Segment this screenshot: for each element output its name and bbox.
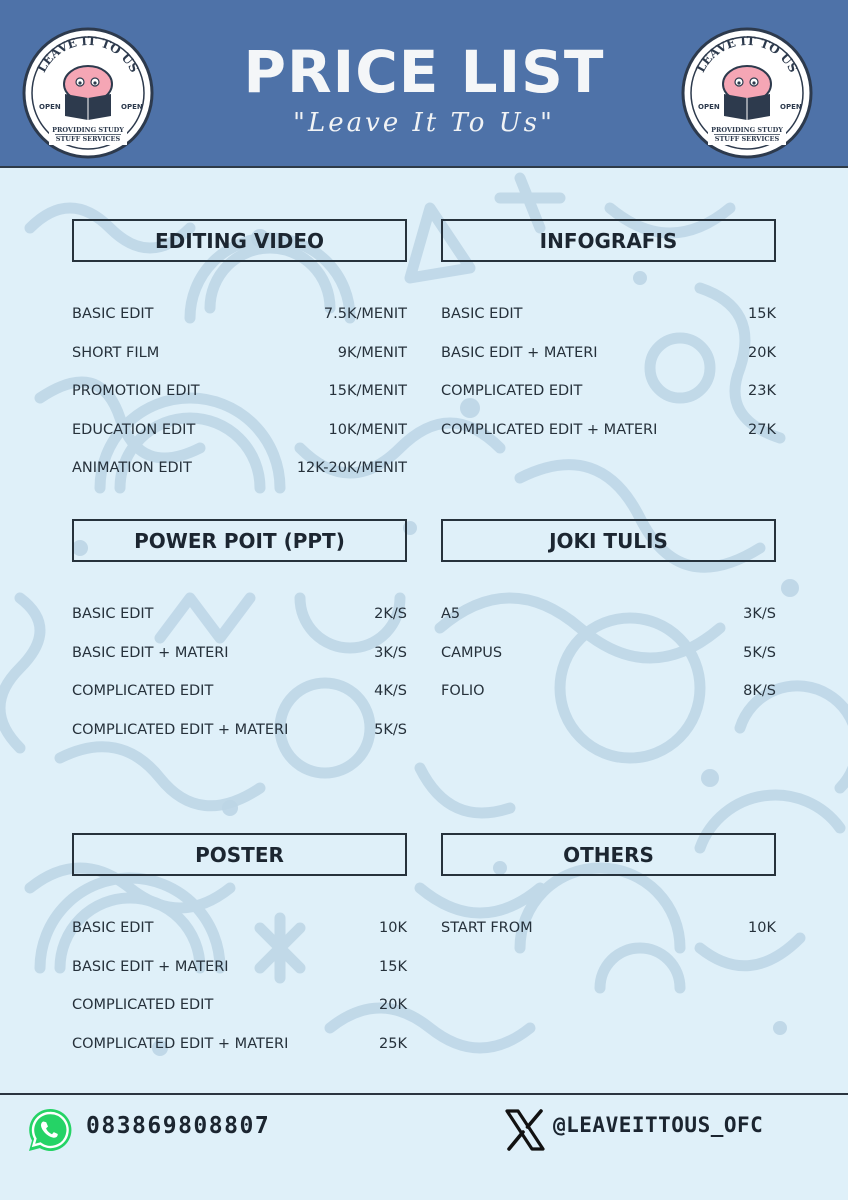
header-banner [0,0,848,168]
section-infografis [441,219,776,449]
service-price: 25K [379,1035,407,1052]
service-price: 27K [748,421,776,438]
service-price: 15K [748,306,776,323]
service-price: 20K [748,344,776,361]
price-row [72,295,407,334]
logo-open-left: OPEN [698,103,720,111]
price-row [72,672,407,711]
service-price: 10K [379,920,407,937]
section-editing-video [72,219,407,488]
logo-open-left: OPEN [39,103,61,111]
service-label: BASIC EDIT + MATERI [72,644,229,661]
price-row [72,711,407,750]
service-label: CAMPUS [441,644,503,661]
section-joki-tulis [441,519,776,711]
logo-tagline-1: PROVIDING STUDY [52,126,124,134]
section-power-point [72,519,407,749]
logo-tagline-2: STUFF SERVICES [55,135,121,143]
logo-ring-text: LEAVE IT TO US [34,33,142,75]
price-row [441,295,776,334]
service-label: A5 [441,606,461,623]
brand-logo [680,26,814,160]
service-price: 23K [748,383,776,400]
section-title: OTHERS [441,833,776,876]
service-label: BASIC EDIT [72,306,154,323]
section-title: JOKI TULIS [441,519,776,562]
service-label: COMPLICATED EDIT [72,997,214,1014]
price-row [72,986,407,1025]
service-price: 9K/MENIT [337,344,407,361]
service-price: 3K/S [743,606,776,623]
logo-tagline-1: PROVIDING STUDY [711,126,783,134]
service-price: 15K/MENIT [328,383,407,400]
service-label: COMPLICATED EDIT [72,683,214,700]
price-row [72,449,407,488]
logo-open-right: OPEN [780,103,802,111]
service-price: 12K-20K/MENIT [296,460,407,477]
page-title: PRICE LIST [243,38,605,106]
price-row [72,948,407,987]
service-price: 10K/MENIT [328,421,407,438]
service-label: PROMOTION EDIT [72,383,200,400]
price-row [72,909,407,948]
price-row [441,634,776,673]
service-label: START FROM [441,920,533,937]
service-price: 5K/S [374,721,407,738]
footer-divider [0,1093,848,1095]
service-price: 7.5K/MENIT [323,306,407,323]
price-row [72,1025,407,1064]
section-title: POSTER [72,833,407,876]
price-row [72,634,407,673]
service-label: BASIC EDIT [441,306,523,323]
price-row [72,595,407,634]
phone-number[interactable]: 083869808807 [86,1113,271,1139]
service-label: EDUCATION EDIT [72,421,196,438]
logo-ring-text: LEAVE IT TO US [693,33,801,75]
service-label: BASIC EDIT + MATERI [441,344,598,361]
service-price: 5K/S [743,644,776,661]
price-row [72,411,407,450]
price-row [441,909,776,948]
section-title: POWER POIT (PPT) [72,519,407,562]
service-label: BASIC EDIT + MATERI [72,958,229,975]
section-title: EDITING VIDEO [72,219,407,262]
price-row [441,372,776,411]
service-label: SHORT FILM [72,344,160,361]
section-others [441,833,776,948]
price-row [72,334,407,373]
service-label: BASIC EDIT [72,606,154,623]
service-label: ANIMATION EDIT [72,460,192,477]
service-price: 3K/S [374,644,407,661]
service-price: 15K [379,958,407,975]
service-label: BASIC EDIT [72,920,154,937]
service-label: COMPLICATED EDIT + MATERI [72,721,289,738]
section-title: INFOGRAFIS [441,219,776,262]
service-label: FOLIO [441,683,485,700]
service-price: 8K/S [743,683,776,700]
price-row [72,372,407,411]
logo-open-right: OPEN [121,103,143,111]
page-subtitle: "Leave It To Us" [293,108,555,138]
service-price: 4K/S [374,683,407,700]
social-handle[interactable]: @LEAVEITTOUS_OFC [553,1113,764,1137]
price-row [441,411,776,450]
whatsapp-icon[interactable] [26,1106,74,1154]
section-poster [72,833,407,1063]
logo-tagline-2: STUFF SERVICES [714,135,780,143]
price-row [441,595,776,634]
service-price: 20K [379,997,407,1014]
service-label: COMPLICATED EDIT [441,383,583,400]
service-label: COMPLICATED EDIT + MATERI [72,1035,289,1052]
service-price: 2K/S [374,606,407,623]
x-icon[interactable] [504,1108,546,1152]
price-row [441,672,776,711]
price-row [441,334,776,373]
service-price: 10K [748,920,776,937]
service-label: COMPLICATED EDIT + MATERI [441,421,658,438]
